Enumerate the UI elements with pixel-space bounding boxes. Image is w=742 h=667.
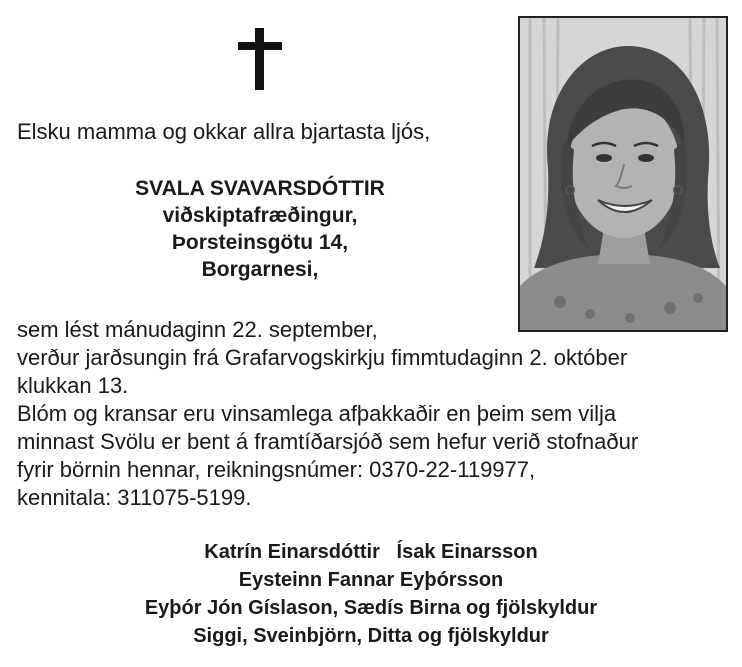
- body-line: klukkan 13.: [17, 373, 129, 398]
- body-line: fyrir börnin hennar, reikningsnúmer: 0370-22-119977,: [17, 457, 536, 482]
- body-line: kennitala: 311075-5199.: [17, 485, 252, 510]
- deceased-town: Borgarnesi,: [201, 258, 319, 281]
- signer-line: Eyþór Jón Gíslason, Sædís Birna og fjölskyldur: [144, 597, 598, 619]
- notice-body: [17, 316, 638, 512]
- body-line: sem lést mánudaginn 22. september,: [17, 317, 378, 342]
- body-line: minnast Svölu er bent á framtíðarsjóð sem hefur verið stofnaður: [17, 429, 639, 454]
- body-line: Blóm og kransar eru vinsamlega afþakkaðir en þeim sem vilja: [17, 401, 617, 426]
- greeting-line: Elsku mamma og okkar allra bjartasta ljós,: [17, 119, 431, 144]
- signers-list: [0, 538, 742, 650]
- deceased-occupation: viðskiptafræðingur,: [162, 204, 358, 227]
- body-line: verður jarðsungin frá Grafarvogskirkju fimmtudaginn 2. október: [17, 345, 628, 370]
- signer-line: Siggi, Sveinbjörn, Ditta og fjölskyldur: [193, 625, 549, 647]
- deceased-street: Þorsteinsgötu 14,: [171, 231, 349, 254]
- deceased-name: SVALA SVAVARSDÓTTIR: [135, 177, 385, 200]
- cross-icon: [238, 28, 282, 90]
- deceased-details: [30, 175, 490, 283]
- signer-line: Eysteinn Fannar Eyþórsson: [238, 569, 504, 591]
- portrait-photo: [518, 16, 728, 332]
- signer-line: Katrín Einarsdóttir Ísak Einarsson: [204, 541, 538, 563]
